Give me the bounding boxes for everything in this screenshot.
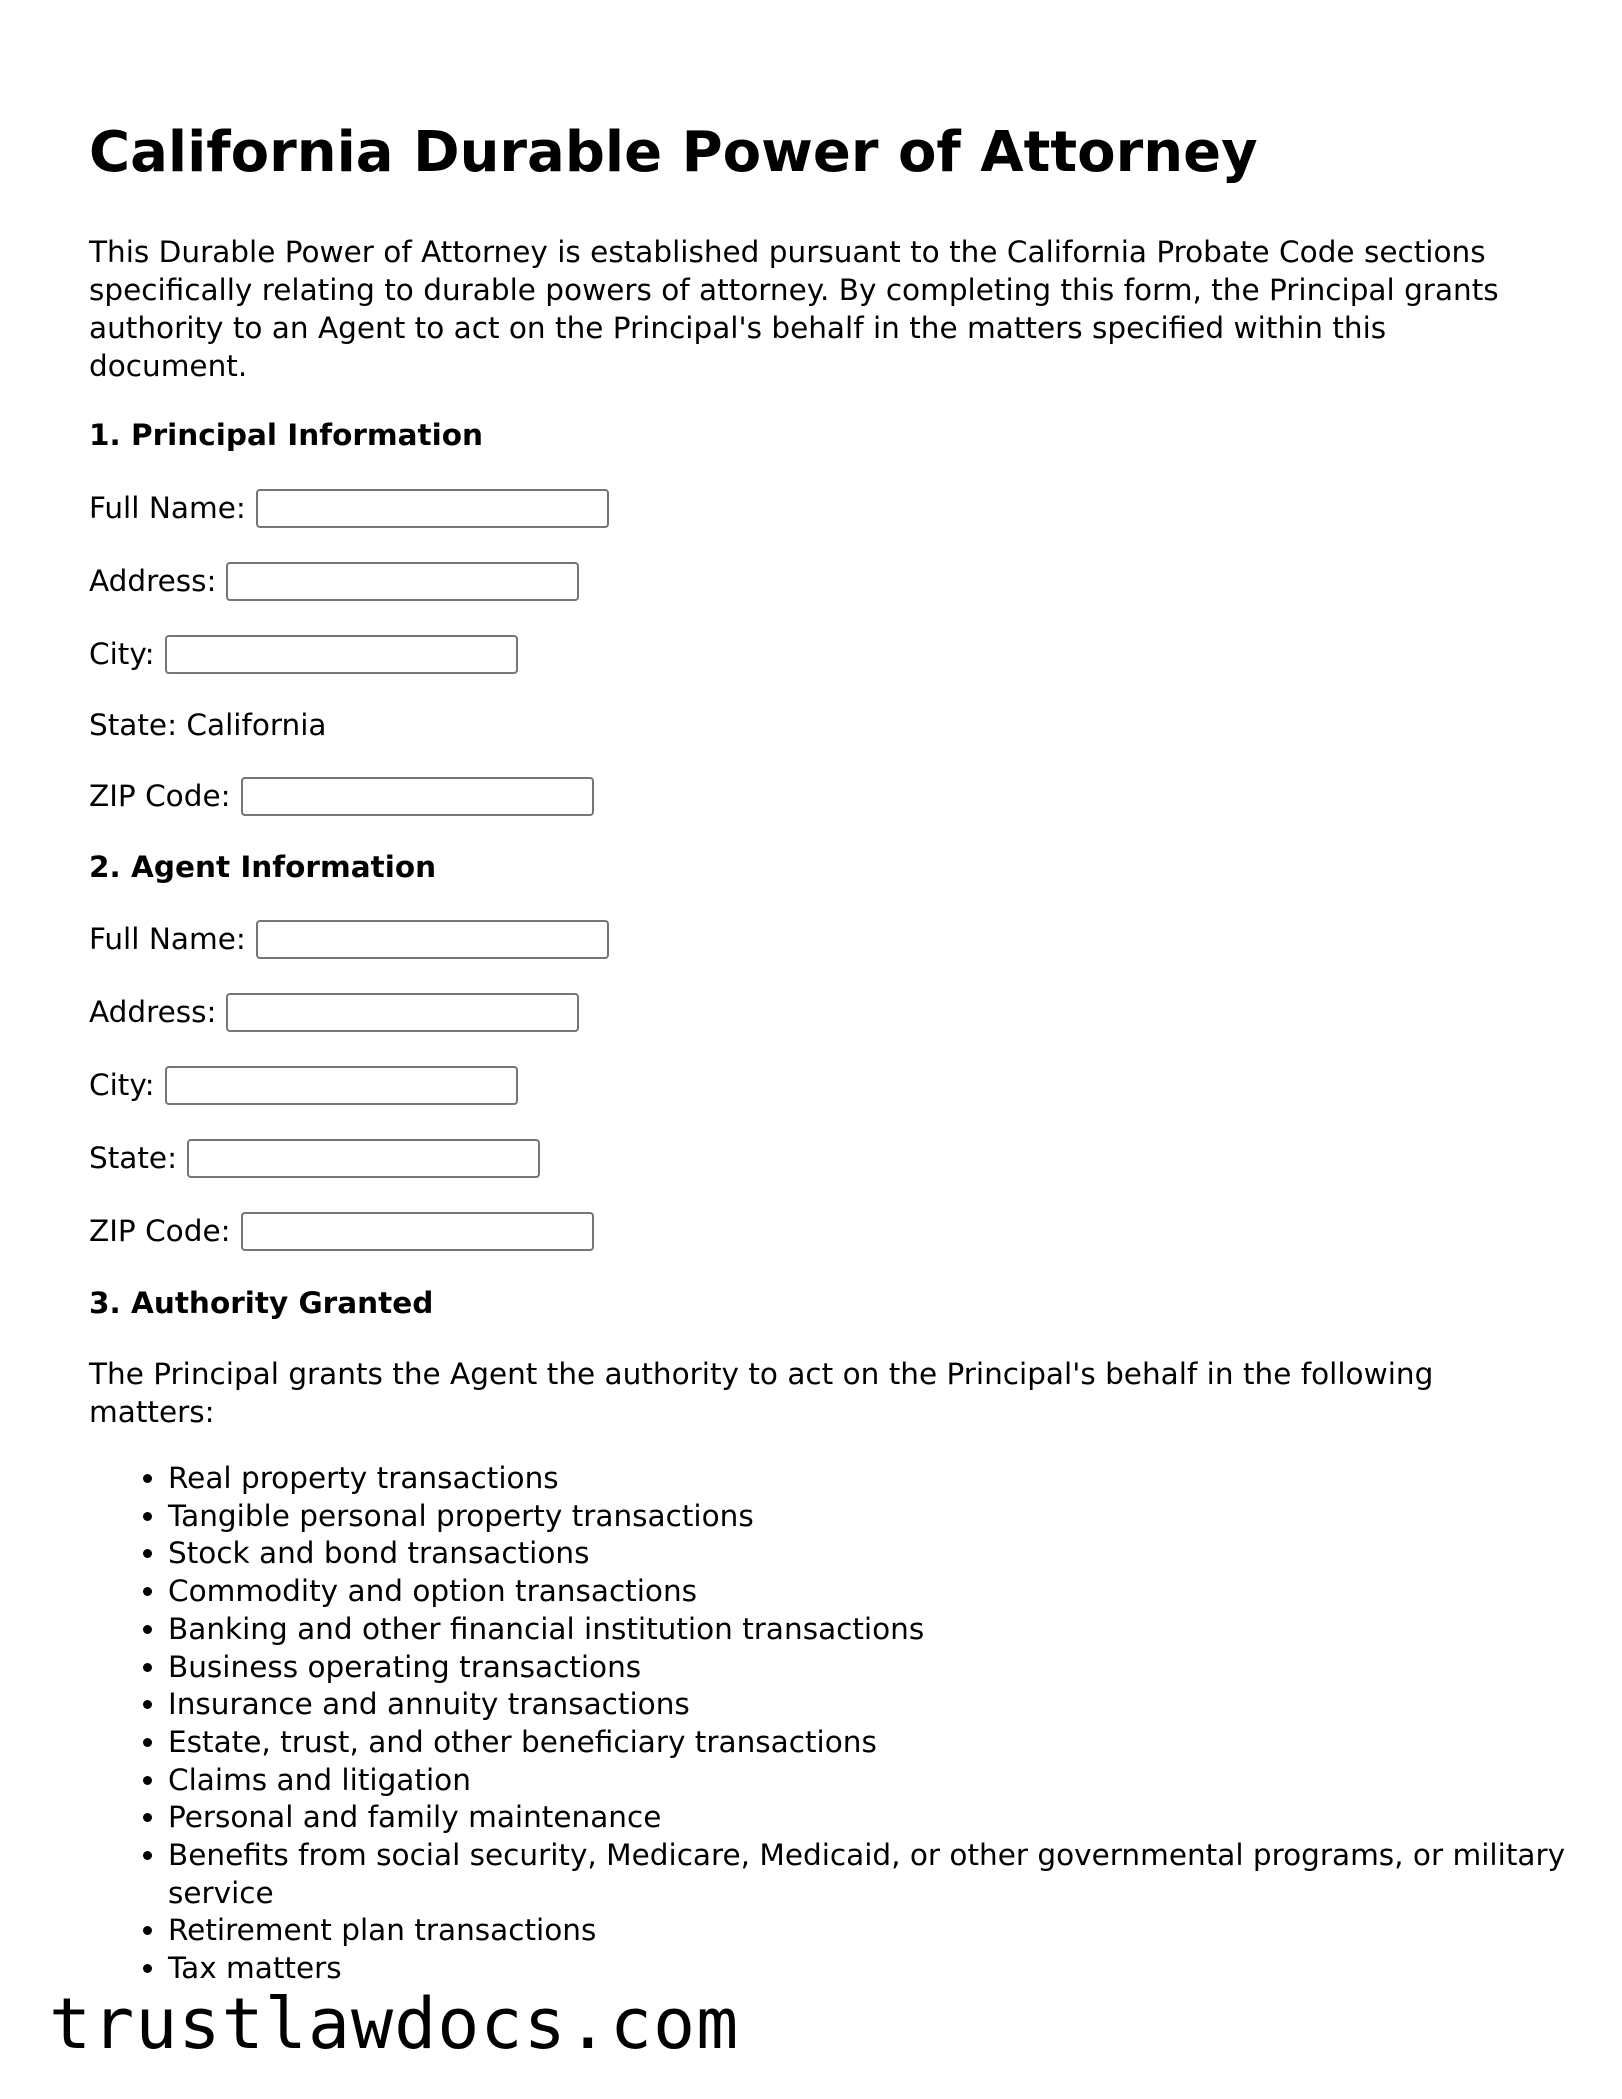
authority-paragraph: The Principal grants the Agent the authority to act on the Principal's behalf in the following matters: [89,1357,1434,1429]
agent-state-input[interactable] [187,1139,540,1178]
list-item: • Tax matters [168,1950,1588,1988]
list-item: • Commodity and option transactions [168,1573,1588,1611]
agent-zip-input[interactable] [241,1212,594,1251]
agent-address-row [89,992,579,1032]
principal-zip-row [89,776,594,816]
principal-state-text: State: California [89,708,327,742]
list-item: • Retirement plan transactions [168,1912,1588,1950]
principal-city-input[interactable] [165,635,518,674]
list-item: • Tangible personal property transactions [168,1498,1588,1536]
list-item: • Insurance and annuity transactions [168,1686,1588,1724]
principal-zip-input[interactable] [241,777,594,816]
list-item: • Real property transactions [168,1460,1588,1498]
list-item: • Banking and other financial institution transactions [168,1611,1588,1649]
agent-full-name-row [89,919,609,959]
principal-heading: 1. Principal Information [89,418,484,452]
agent-address-input[interactable] [226,993,579,1032]
list-item: • Business operating transactions [168,1649,1588,1687]
principal-city-row [89,634,518,674]
list-item: • Estate, trust, and other beneficiary transactions [168,1724,1588,1762]
principal-address-input[interactable] [226,562,579,601]
agent-zip-row [89,1211,594,1251]
authority-list [89,1460,1588,1988]
agent-state-label: State: [89,1141,178,1175]
agent-city-label: City: [89,1068,155,1102]
principal-city-label: City: [89,637,155,671]
watermark: trustlawdocs.com [49,1983,740,2065]
principal-address-row [89,561,579,601]
list-item: • Benefits from social security, Medicare, Medicaid, or other governmental programs, or military service [168,1837,1588,1912]
agent-state-row [89,1138,540,1178]
agent-full-name-label: Full Name: [89,922,246,956]
list-item: • Stock and bond transactions [168,1535,1588,1573]
agent-zip-label: ZIP Code: [89,1214,231,1248]
principal-full-name-input[interactable] [256,489,609,528]
agent-address-label: Address: [89,995,217,1029]
agent-heading: 2. Agent Information [89,850,437,884]
intro-paragraph: This Durable Power of Attorney is established pursuant to the California Probate Code sections specifically relating to durable powers of attorney. By completing this form, the Principal grants authority to an Agent to act on the Principal's behalf in the matters specified within this document. [89,235,1499,383]
agent-full-name-input[interactable] [256,920,609,959]
principal-full-name-label: Full Name: [89,491,246,525]
agent-city-row [89,1065,518,1105]
principal-full-name-row [89,488,609,528]
agent-city-input[interactable] [165,1066,518,1105]
list-item: • Personal and family maintenance [168,1799,1588,1837]
principal-zip-label: ZIP Code: [89,779,231,813]
page-title: California Durable Power of Attorney [89,120,1258,185]
list-item: • Claims and litigation [168,1762,1588,1800]
principal-address-label: Address: [89,564,217,598]
authority-heading: 3. Authority Granted [89,1286,434,1320]
